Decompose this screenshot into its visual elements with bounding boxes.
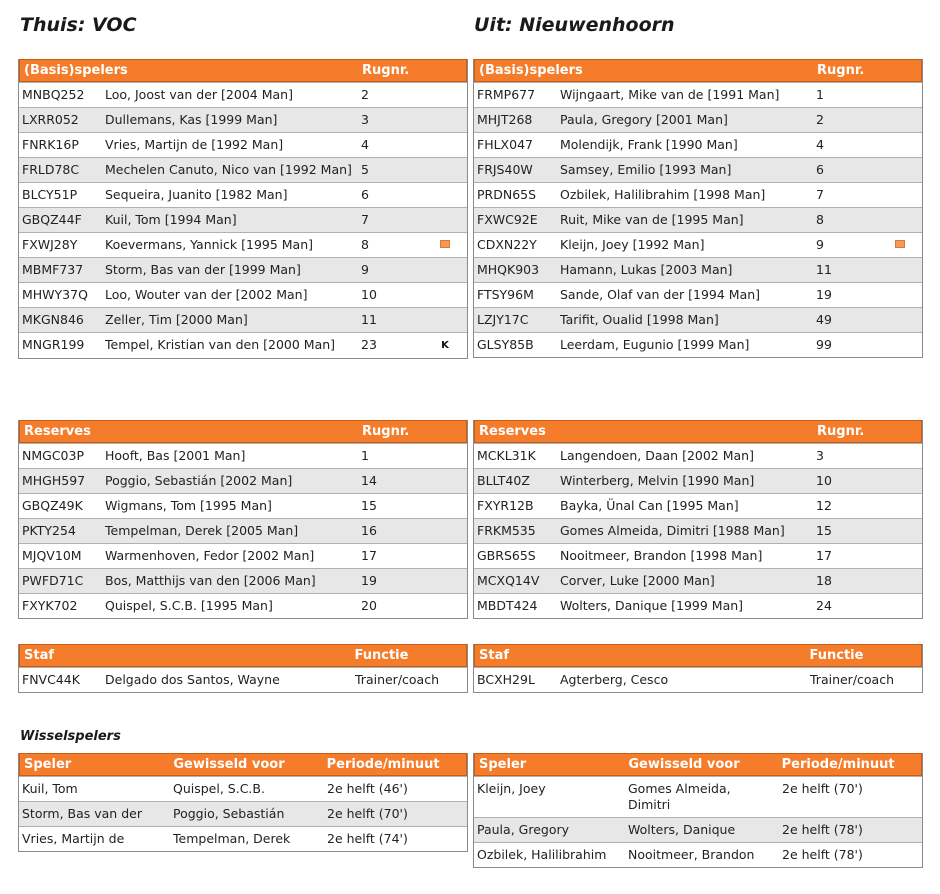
player-name: Gomes Almeida, Dimitri [1988 Man]: [560, 523, 785, 538]
player-code: FRLD78C: [22, 162, 80, 177]
player-name: Hamann, Lukas [2003 Man]: [560, 262, 733, 277]
shirt-number: 5: [361, 162, 369, 177]
home-reserves-table: [18, 420, 468, 619]
player-code: CDXN22Y: [477, 237, 537, 252]
player-code: BLCY51P: [22, 187, 78, 202]
shirt-number: 2: [361, 87, 369, 102]
table-row: [19, 332, 467, 358]
table-row: [19, 826, 467, 851]
table-row: [19, 667, 467, 692]
shirt-number: 20: [361, 598, 377, 613]
table-row: [474, 593, 922, 618]
shirt-number: 1: [361, 448, 369, 463]
table-row: [474, 817, 922, 842]
sub-player: Storm, Bas van der: [22, 806, 142, 821]
player-name: Hooft, Bas [2001 Man]: [105, 448, 246, 463]
home-wissel-table: [18, 753, 468, 852]
player-code: PWFD71C: [22, 573, 84, 588]
away-wissel-table: [473, 753, 923, 868]
table-row: [474, 543, 922, 568]
sub-period: 2e helft (78'): [782, 847, 863, 862]
sub-replaced: Tempelman, Derek: [173, 831, 291, 846]
shirt-number: 1: [816, 87, 824, 102]
table-row: [474, 107, 922, 132]
table-row: [474, 182, 922, 207]
shirt-number: 15: [816, 523, 832, 538]
player-code: FRKM535: [477, 523, 536, 538]
sub-replaced: Nooitmeer, Brandon: [628, 847, 755, 862]
player-name: Kleijn, Joey [1992 Man]: [560, 237, 705, 252]
shirt-number: 9: [361, 262, 369, 277]
captain-mark: K: [441, 340, 449, 351]
player-name: Ozbilek, Halilibrahim [1998 Man]: [560, 187, 766, 202]
shirt-number: 14: [361, 473, 377, 488]
shirt-number: 4: [816, 137, 824, 152]
player-name: Tarifit, Oualid [1998 Man]: [560, 312, 719, 327]
shirt-number: 8: [816, 212, 824, 227]
player-name: Tempel, Kristian van den [2000 Man]: [105, 337, 336, 352]
header-name: (Basis)spelers: [479, 63, 583, 78]
player-code: GBRS65S: [477, 548, 536, 563]
player-code: PKTY254: [22, 523, 76, 538]
header-num: Rugnr.: [817, 63, 865, 78]
player-code: FXWJ28Y: [22, 237, 78, 252]
header-periode: Periode/minuut: [326, 757, 440, 772]
table-header: [474, 644, 922, 667]
away-team-title: Uit: Nieuwenhoorn: [474, 14, 675, 36]
table-row: [19, 443, 467, 468]
player-code: MHJT268: [477, 112, 533, 127]
player-name: Corver, Luke [2000 Man]: [560, 573, 715, 588]
home-basis-table: [18, 59, 468, 359]
sub-replaced: Quispel, S.C.B.: [173, 781, 265, 796]
staff-name: Agterberg, Cesco: [560, 672, 669, 687]
player-code: MHQK903: [477, 262, 540, 277]
table-row: [474, 82, 922, 107]
header-name: Staf: [479, 648, 510, 663]
table-row: [474, 842, 922, 867]
shirt-number: 17: [816, 548, 832, 563]
player-code: FRJS40W: [477, 162, 533, 177]
table-row: [19, 776, 467, 801]
table-header: [474, 420, 922, 443]
shirt-number: 19: [361, 573, 377, 588]
sub-player: Ozbilek, Halilibrahim: [477, 847, 607, 862]
player-name: Quispel, S.C.B. [1995 Man]: [105, 598, 273, 613]
player-code: FXYK702: [22, 598, 78, 613]
shirt-number: 16: [361, 523, 377, 538]
away-basis-table: [473, 59, 923, 358]
player-code: MCXQ14V: [477, 573, 540, 588]
shirt-number: 19: [816, 287, 832, 302]
player-name: Dullemans, Kas [1999 Man]: [105, 112, 278, 127]
player-name: Sequeira, Juanito [1982 Man]: [105, 187, 288, 202]
table-row: [19, 182, 467, 207]
shirt-number: 15: [361, 498, 377, 513]
shirt-number: 17: [361, 548, 377, 563]
player-name: Nooitmeer, Brandon [1998 Man]: [560, 548, 763, 563]
card-cell: [429, 337, 461, 354]
shirt-number: 23: [361, 337, 377, 352]
table-row: [19, 107, 467, 132]
table-row: [19, 282, 467, 307]
player-name: Samsey, Emilio [1993 Man]: [560, 162, 732, 177]
player-name: Kuil, Tom [1994 Man]: [105, 212, 237, 227]
header-name: Reserves: [24, 424, 91, 439]
header-num: Rugnr.: [362, 424, 410, 439]
table-row: [19, 518, 467, 543]
player-name: Poggio, Sebastián [2002 Man]: [105, 473, 293, 488]
sub-player: Paula, Gregory: [477, 822, 569, 837]
player-code: BLLT40Z: [477, 473, 530, 488]
player-name: Wigmans, Tom [1995 Man]: [105, 498, 272, 513]
shirt-number: 2: [816, 112, 824, 127]
header-speler: Speler: [479, 757, 527, 772]
table-row: [474, 132, 922, 157]
table-row: [474, 518, 922, 543]
player-name: Loo, Wouter van der [2002 Man]: [105, 287, 308, 302]
table-row: [19, 257, 467, 282]
table-row: [474, 568, 922, 593]
player-code: MCKL31K: [477, 448, 536, 463]
shirt-number: 10: [361, 287, 377, 302]
table-row: [19, 82, 467, 107]
away-staf-table: [473, 644, 923, 693]
table-row: [474, 493, 922, 518]
shirt-number: 11: [361, 312, 377, 327]
shirt-number: 11: [816, 262, 832, 277]
player-code: NMGC03P: [22, 448, 84, 463]
yellow-card-icon: [895, 240, 905, 248]
player-name: Storm, Bas van der [1999 Man]: [105, 262, 301, 277]
player-code: MJQV10M: [22, 548, 82, 563]
player-code: FXYR12B: [477, 498, 534, 513]
player-code: LXRR052: [22, 112, 79, 127]
player-name: Molendijk, Frank [1990 Man]: [560, 137, 738, 152]
table-row: [19, 468, 467, 493]
sub-replaced: Poggio, Sebastián: [173, 806, 285, 821]
sub-period: 2e helft (46'): [327, 781, 408, 796]
player-name: Koevermans, Yannick [1995 Man]: [105, 237, 314, 252]
table-header: [474, 753, 922, 776]
table-row: [19, 493, 467, 518]
player-code: MHGH597: [22, 473, 86, 488]
player-code: FRMP677: [477, 87, 536, 102]
table-row: [474, 282, 922, 307]
header-func: Functie: [809, 648, 864, 663]
player-name: Wijngaart, Mike van de [1991 Man]: [560, 87, 780, 102]
header-num: Rugnr.: [362, 63, 410, 78]
player-code: FTSY96M: [477, 287, 534, 302]
table-row: [19, 157, 467, 182]
table-header: [19, 59, 467, 82]
shirt-number: 4: [361, 137, 369, 152]
shirt-number: 18: [816, 573, 832, 588]
player-code: MKGN846: [22, 312, 84, 327]
player-name: Warmenhoven, Fedor [2002 Man]: [105, 548, 315, 563]
player-name: Loo, Joost van der [2004 Man]: [105, 87, 293, 102]
header-name: Staf: [24, 648, 55, 663]
player-name: Zeller, Tim [2000 Man]: [105, 312, 248, 327]
table-header: [19, 753, 467, 776]
table-row: [474, 332, 922, 357]
table-row: [19, 543, 467, 568]
sub-period: 2e helft (70'): [327, 806, 408, 821]
staff-function: Trainer/coach: [810, 672, 895, 687]
shirt-number: 12: [816, 498, 832, 513]
shirt-number: 3: [361, 112, 369, 127]
player-name: Mechelen Canuto, Nico van [1992 Man]: [105, 162, 352, 177]
sub-player: Kuil, Tom: [22, 781, 78, 796]
player-name: Leerdam, Eugunio [1999 Man]: [560, 337, 750, 352]
table-row: [19, 307, 467, 332]
wisselspelers-title: Wisselspelers: [20, 729, 121, 744]
shirt-number: 7: [816, 187, 824, 202]
table-row: [474, 207, 922, 232]
header-voor: Gewisseld voor: [173, 757, 285, 772]
yellow-card-icon: [440, 240, 450, 248]
staff-code: BCXH29L: [477, 672, 535, 687]
shirt-number: 9: [816, 237, 824, 252]
player-name: Bayka, Ünal Can [1995 Man]: [560, 498, 739, 513]
table-row: [474, 257, 922, 282]
player-name: Paula, Gregory [2001 Man]: [560, 112, 728, 127]
player-code: FHLX047: [477, 137, 533, 152]
sub-period: 2e helft (74'): [327, 831, 408, 846]
staff-name: Delgado dos Santos, Wayne: [105, 672, 280, 687]
player-code: MBMF737: [22, 262, 84, 277]
shirt-number: 6: [361, 187, 369, 202]
header-func: Functie: [354, 648, 409, 663]
player-name: Sande, Olaf van der [1994 Man]: [560, 287, 761, 302]
home-staf-table: [18, 644, 468, 693]
player-code: LZJY17C: [477, 312, 529, 327]
player-code: FNRK16P: [22, 137, 79, 152]
table-row: [474, 468, 922, 493]
sub-period: 2e helft (78'): [782, 822, 863, 837]
player-name: Vries, Martijn de [1992 Man]: [105, 137, 284, 152]
home-team-title: Thuis: VOC: [20, 14, 137, 36]
player-name: Langendoen, Daan [2002 Man]: [560, 448, 754, 463]
table-row: [19, 568, 467, 593]
shirt-number: 6: [816, 162, 824, 177]
shirt-number: 3: [816, 448, 824, 463]
header-name: (Basis)spelers: [24, 63, 128, 78]
sub-player: Kleijn, Joey: [477, 781, 546, 796]
sub-replaced: Gomes Almeida, Dimitri: [628, 781, 731, 812]
shirt-number: 49: [816, 312, 832, 327]
table-row: [474, 307, 922, 332]
header-speler: Speler: [24, 757, 72, 772]
table-row: [474, 776, 922, 817]
shirt-number: 24: [816, 598, 832, 613]
table-row: [19, 207, 467, 232]
table-row: [474, 157, 922, 182]
header-periode: Periode/minuut: [781, 757, 895, 772]
player-name: Bos, Matthijs van den [2006 Man]: [105, 573, 316, 588]
shirt-number: 99: [816, 337, 832, 352]
sub-player: Vries, Martijn de: [22, 831, 125, 846]
sub-replaced: Wolters, Danique: [628, 822, 736, 837]
shirt-number: 7: [361, 212, 369, 227]
player-code: MBDT424: [477, 598, 538, 613]
staff-function: Trainer/coach: [355, 672, 440, 687]
player-code: MHWY37Q: [22, 287, 88, 302]
table-header: [474, 59, 922, 82]
header-num: Rugnr.: [817, 424, 865, 439]
staff-code: FNVC44K: [22, 672, 80, 687]
table-header: [19, 420, 467, 443]
player-code: GLSY85B: [477, 337, 534, 352]
shirt-number: 8: [361, 237, 369, 252]
player-code: GBQZ49K: [22, 498, 83, 513]
shirt-number: 10: [816, 473, 832, 488]
header-name: Reserves: [479, 424, 546, 439]
player-code: MNBQ252: [22, 87, 85, 102]
player-name: Winterberg, Melvin [1990 Man]: [560, 473, 755, 488]
table-row: [474, 232, 922, 257]
table-row: [19, 801, 467, 826]
table-row: [19, 132, 467, 157]
sub-period: 2e helft (70'): [782, 781, 863, 796]
table-row: [19, 593, 467, 618]
player-code: PRDN65S: [477, 187, 537, 202]
player-name: Wolters, Danique [1999 Man]: [560, 598, 744, 613]
player-code: FXWC92E: [477, 212, 538, 227]
table-row: [19, 232, 467, 257]
player-code: MNGR199: [22, 337, 85, 352]
player-name: Tempelman, Derek [2005 Man]: [105, 523, 299, 538]
away-reserves-table: [473, 420, 923, 619]
table-row: [474, 443, 922, 468]
header-voor: Gewisseld voor: [628, 757, 740, 772]
card-cell: [884, 237, 916, 248]
table-row: [474, 667, 922, 692]
player-name: Ruit, Mike van de [1995 Man]: [560, 212, 744, 227]
card-cell: [429, 237, 461, 248]
table-header: [19, 644, 467, 667]
player-code: GBQZ44F: [22, 212, 82, 227]
